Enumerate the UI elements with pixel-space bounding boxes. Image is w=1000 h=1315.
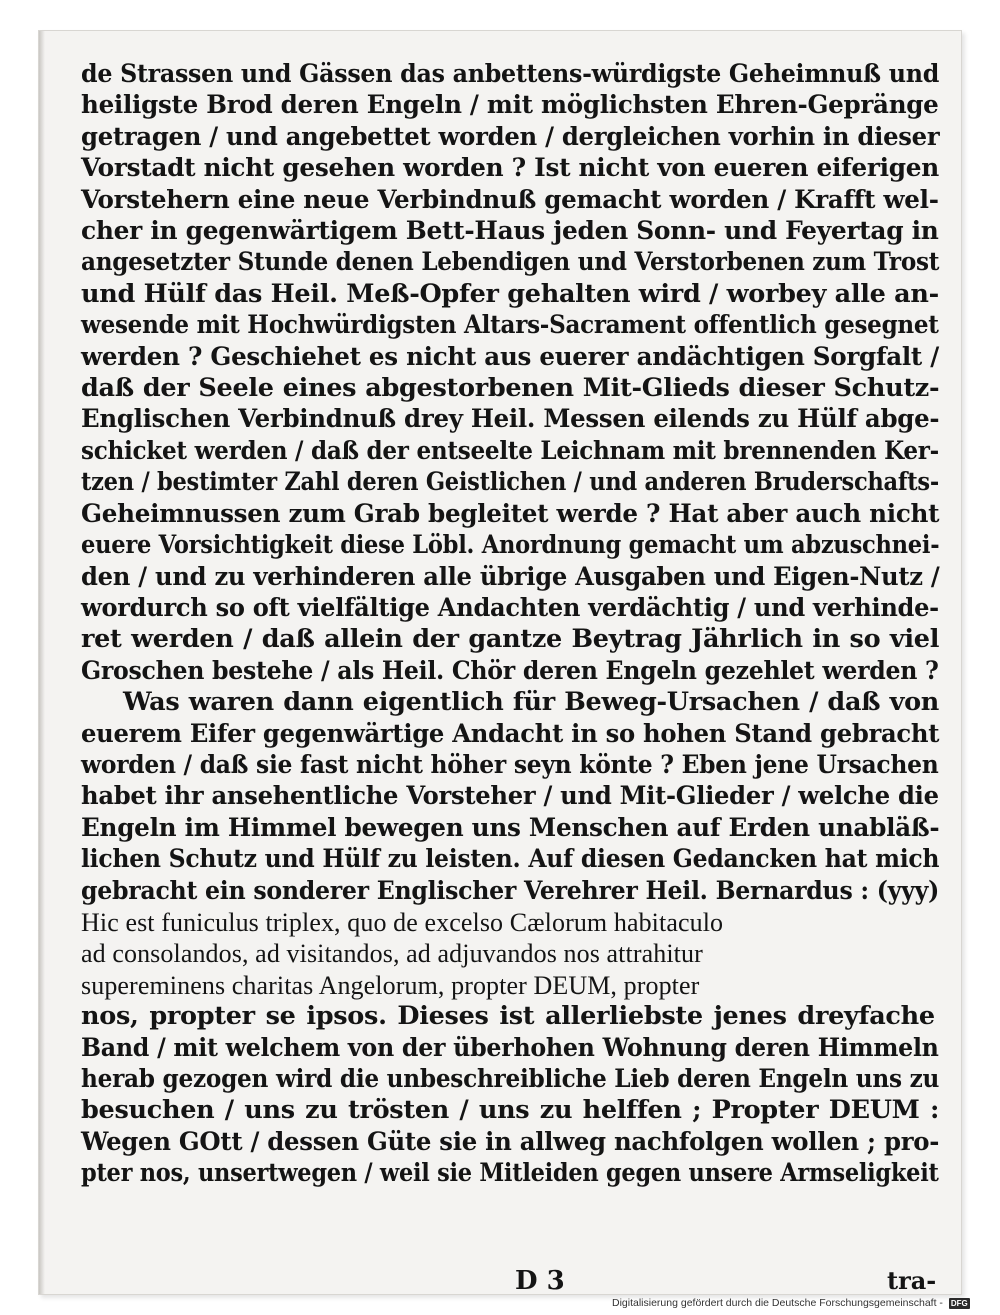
text-line: angesetzter Stunde denen Lebendigen und Verstorbenen zum Trost — [81, 247, 940, 278]
text-line: Englischen Verbindnuß drey Heil. Messen eilends zu Hülf abge- — [81, 404, 940, 435]
text-line: Vorstadt nicht gesehen worden ? Ist nicht von eueren eiferigen — [81, 153, 939, 184]
book-page — [38, 30, 962, 1295]
page-spine-shadow — [39, 31, 45, 1294]
text-line: tzen / bestimter Zahl deren Geistlichen / und anderen Bruderschafts- — [81, 467, 939, 498]
text-line: schicket werden / daß der entseelte Leichnam mit brennenden Ker- — [81, 435, 939, 466]
body-text — [81, 59, 939, 1190]
text-line: Engeln im Himmel bewegen uns Menschen auf Erden unabläß- — [81, 812, 940, 843]
text-line: werden ? Geschiehet es nicht aus euerer andächtigen Sorgfalt / — [81, 341, 939, 372]
text-line: herab gezogen wird die unbeschreibliche Lieb deren Engeln uns zu — [81, 1064, 940, 1094]
text-line: habet ihr ansehentliche Vorsteher / und Mit-Glieder / welche die — [81, 781, 939, 812]
text-line: daß der Seele eines abgestorbenen Mit-Glieds dieser Schutz- — [81, 373, 940, 404]
catchword: tra- — [887, 1266, 937, 1295]
latin-quote-line: supereminens charitas Angelorum, propter DEUM, propter — [81, 970, 700, 1000]
text-line: besuchen / uns zu trösten / uns zu helffen ; Propter DEUM : — [81, 1095, 940, 1126]
latin-quote-line: ad consolandos, ad visitandos, ad adjuvandos nos attrahitur — [81, 939, 703, 969]
text-line: euere Vorsichtigkeit diese Löbl. Anordnung gemacht um abzuschnei- — [81, 530, 940, 561]
text-line: Wegen GOtt / dessen Güte sie in allweg nachfolgen wollen ; pro- — [81, 1126, 940, 1157]
text-line: Vorstehern eine neue Verbindnuß gemacht worden / Krafft wel- — [81, 184, 939, 215]
text-line: gebracht ein sonderer Englischer Verehrer Heil. Bernardus : (yyy) — [81, 875, 939, 906]
text-line: getragen / und angebettet worden / dergleichen vorhin in dieser — [81, 121, 940, 152]
text-line: und Hülf das Heil. Meß-Opfer gehalten wird / worbey alle an- — [81, 278, 939, 309]
text-line: Groschen bestehe / als Heil. Chör deren Engeln gezehlet werden ? — [81, 655, 939, 686]
text-line: cher in gegenwärtigem Bett-Haus jeden Sonn- und Feyertag in — [81, 216, 939, 247]
text-line: Band / mit welchem von der überhohen Wohnung deren Himmeln — [81, 1032, 939, 1063]
text-line: worden / daß sie fast nicht höher seyn könte ? Eben jene Ursachen — [81, 749, 939, 780]
text-line: pter nos, unsertwegen / weil sie Mitleiden gegen unsere Armseligkeit — [81, 1158, 939, 1189]
credit-text: Digitalisierung gefördert durch die Deutsche Forschungsgemeinschaft - — [612, 1297, 943, 1309]
dfg-logo-icon: DFG — [950, 1298, 968, 1308]
text-line: heiligste Brod deren Engeln / mit möglichsten Ehren-Gepränge — [81, 90, 939, 121]
page-signature: D 3 — [515, 1266, 565, 1296]
text-line: euerem Eifer gegenwärtige Andacht in so hohen Stand gebracht — [81, 718, 940, 749]
text-line: Geheimnussen zum Grab begleitet werde ? Hat aber auch nicht — [81, 498, 940, 529]
text-line: ret werden / daß allein der gantze Beytrag Jährlich in so viel — [81, 624, 940, 655]
text-line: wordurch so oft vielfältige Andachten verdächtig / und verhinde- — [81, 592, 939, 623]
text-line: lichen Schutz und Hülf zu leisten. Auf diesen Gedancken hat mich — [81, 844, 940, 875]
text-line: nos, propter se ipsos. Dieses ist allerliebste jenes dreyfache — [81, 1001, 935, 1032]
paragraph-start-line: Was waren dann eigentlich für Beweg-Ursachen / daß von — [123, 687, 940, 718]
digitization-credit — [612, 1297, 970, 1309]
text-line: wesende mit Hochwürdigsten Altars-Sacrament offentlich gesegnet — [81, 310, 939, 341]
text-line: den / und zu verhinderen alle übrige Ausgaben und Eigen-Nutz / — [81, 561, 940, 592]
text-line: de Strassen und Gässen das anbettens-würdigste Geheimnuß und — [81, 59, 940, 89]
latin-quote-line: Hic est funiculus triplex, quo de excelso Cælorum habitaculo — [81, 907, 724, 937]
